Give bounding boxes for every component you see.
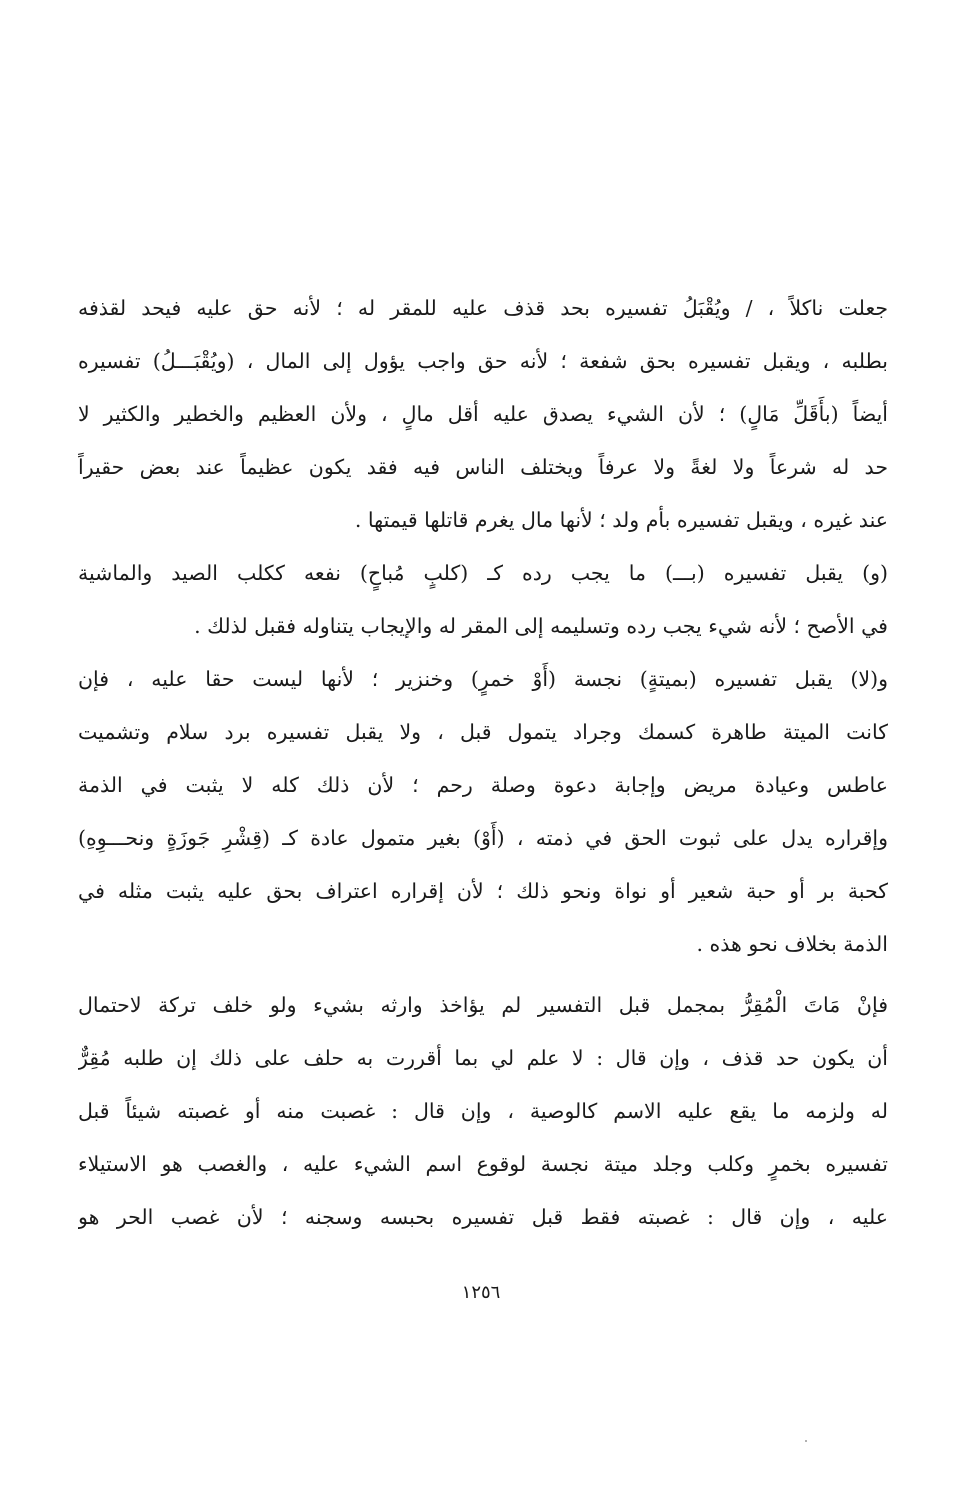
text-line: في الأصح ؛ لأنه شيء يجب رده وتسليمه إلى المقر له والإيجاب يتناوله فقبل لذلك . (194, 614, 888, 638)
paragraph-gap (78, 971, 888, 979)
body-text (78, 282, 888, 1244)
text-line: كانت الميتة طاهرة كسمك وجراد يتمول قبل ، ولا يقبل تفسيره برد سلام وتشميت (78, 720, 888, 744)
scan-speck (805, 1440, 807, 1442)
text-line: عليه ، وإن قال : غصبته فقط قبل تفسيره بحبسه وسجنه ؛ لأن غصب الحر هو (78, 1205, 888, 1229)
text-line: له ولزمه ما يقع عليه الاسم كالوصية ، وإن قال : غصبت منه أو غصبته شيئاً قبل (78, 1099, 888, 1123)
text-line: تفسيره بخمرٍ وكلب وجلد ميتة نجسة لوقوع اسم الشيء عليه ، والغصب هو الاستيلاء (78, 1152, 888, 1176)
text-line: (و) يقبل تفسيره (بـــ) ما يجب رده كـ (كلبٍ مُباحٍ) نفعه ككلب الصيد والماشية (78, 561, 888, 585)
text-line: حد له شرعاً ولا لغةً ولا عرفاً ويختلف الناس فيه فقد يكون عظيماً عند بعض حقيراً (78, 455, 888, 479)
text-line: وإقراره يدل على ثبوت الحق في ذمته ، (أَوْ) بغير متمول عادة كـ (قِشْرِ جَوزَةٍ ونحـــوِهِ) (78, 826, 888, 850)
text-line: الذمة بخلاف نحو هذه . (696, 932, 888, 956)
text-line: بطلبه ، ويقبل تفسيره بحق شفعة ؛ لأنه حق واجب يؤول إلى المال ، (ويُقْبَـــلُ) تفسيره (78, 349, 888, 373)
page-number: ١٢٥٦ (461, 1282, 501, 1303)
text-line: أيضاً (بأَقَلِّ مَالٍ) ؛ لأن الشيء يصدق عليه أقل مالٍ ، ولأن العظيم والخطير والكثير لا (78, 402, 888, 426)
text-line: أن يكون حد قذف ، وإن قال : لا علم لي بما أقررت به حلف على ذلك إن طلبه مُقِرٌّ (78, 1046, 888, 1070)
text-line: عند غيره ، ويقبل تفسيره بأم ولد ؛ لأنها مال يغرم قاتلها قيمتها . (354, 508, 888, 532)
text-line: و(لا) يقبل تفسيره (بميتةٍ) نجسة (أَوْ خمرٍ) وخنزير ؛ لأنها ليست حقا عليه ، فإن (78, 667, 888, 691)
text-line: عاطس وعيادة مريض وإجابة دعوة وصلة رحم ؛ لأن ذلك كله لا يثبت في الذمة (78, 773, 888, 797)
text-line: جعلت ناكلاً ، / ويُقْبَلُ تفسيره بحد قذف عليه للمقر له ؛ لأنه حق عليه فيحد لقذفه (78, 296, 888, 320)
text-line: كحبة بر أو حبة شعير أو نواة ونحو ذلك ؛ لأن إقراره اعتراف بحق عليه يثبت مثله في (78, 879, 888, 903)
text-line: فإنْ مَاتَ الْمُقِرُّ بمجمل قبل التفسير لم يؤاخذ وارثه بشيء ولو خلف تركة لاحتمال (78, 993, 888, 1017)
